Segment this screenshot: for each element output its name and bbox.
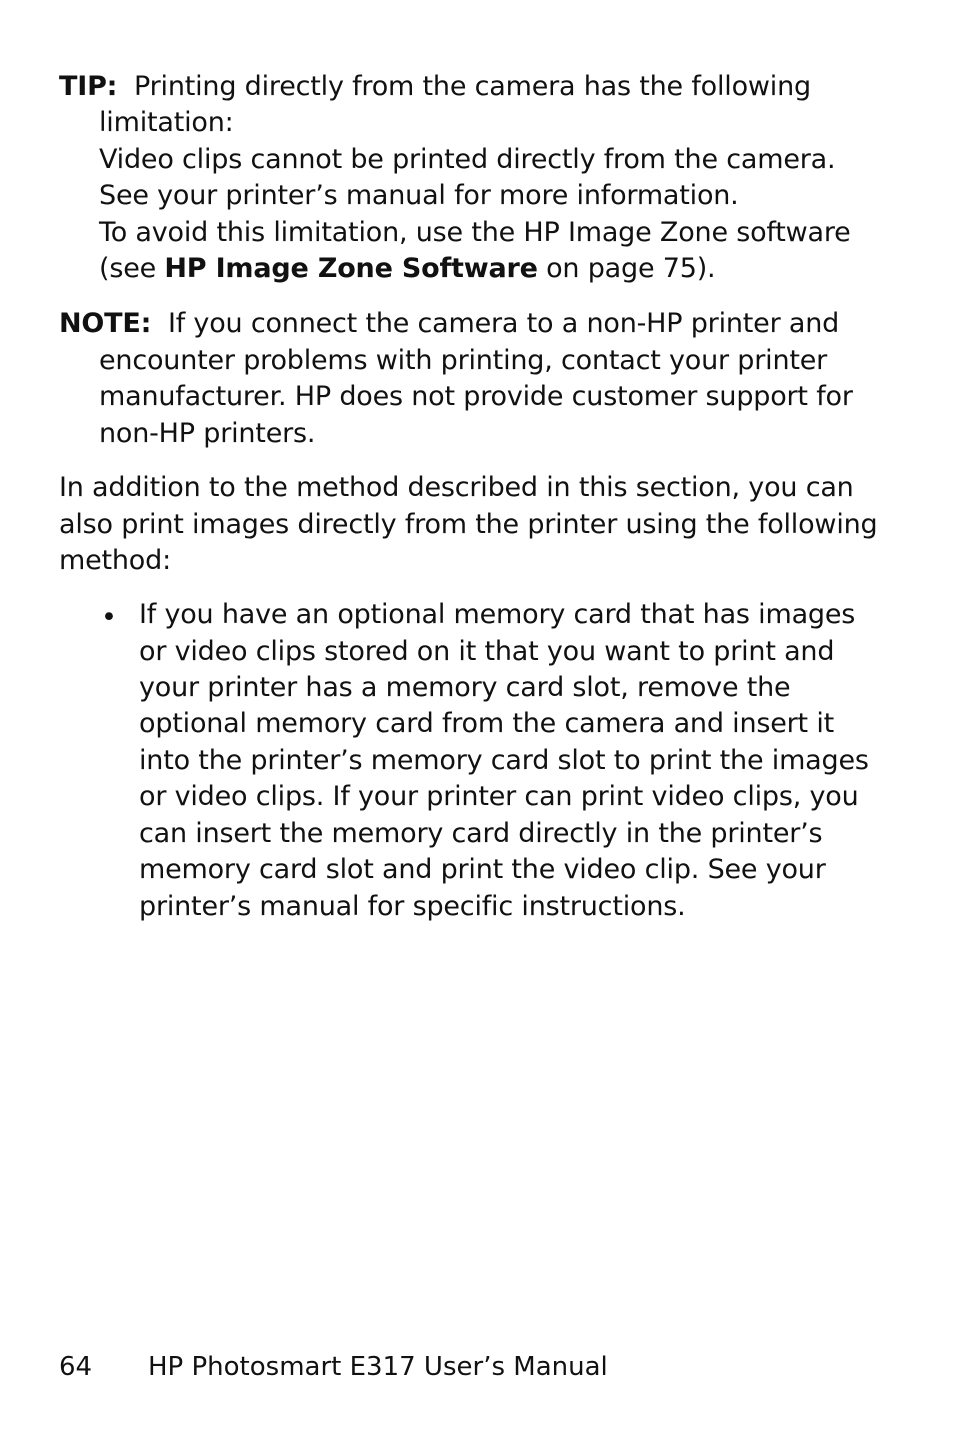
page-number: 64 [59, 1352, 93, 1382]
bullet-line: your printer has a memory card slot, remove the [139, 672, 791, 703]
bullet-line: or video clips stored on it that you want to print and [139, 636, 835, 667]
note-line-2: encounter problems with printing, contact your printer [99, 345, 828, 376]
note-text-1: If you connect the camera to a non-HP printer and [167, 308, 840, 339]
tip-line-2: limitation: [99, 107, 234, 138]
tip-line-5: To avoid this limitation, use the HP Image Zone software [99, 217, 851, 248]
bullet-line: can insert the memory card directly in the printer’s [139, 818, 823, 849]
bullet-line: If you have an optional memory card that has images [139, 599, 856, 630]
tip-line-3: Video clips cannot be printed directly from the camera. [99, 144, 836, 175]
tip-see-prefix: (see [99, 253, 165, 284]
tip-label: TIP: [59, 71, 118, 102]
bullet-line: memory card slot and print the video clip. See your [139, 854, 826, 885]
tip-text-1: Printing directly from the camera has the following [134, 71, 811, 102]
hp-image-zone-link[interactable]: HP Image Zone Software [164, 253, 538, 284]
bullet-line: or video clips. If your printer can print video clips, you [139, 781, 859, 812]
note-line-3: manufacturer. HP does not provide customer support for [99, 381, 853, 412]
intro-line-1: In addition to the method described in this section, you can [59, 472, 854, 503]
bullet-line: printer’s manual for specific instructions. [139, 891, 686, 922]
note-label: NOTE: [59, 308, 152, 339]
tip-page-ref: on page 75). [537, 253, 716, 284]
bullet-line: optional memory card from the camera and insert it [139, 708, 835, 739]
tip-line-1 [59, 69, 811, 106]
intro-line-2: also print images directly from the printer using the following [59, 509, 878, 540]
tip-line-4: See your printer’s manual for more information. [99, 180, 739, 211]
note-line-1 [59, 306, 839, 343]
manual-title: HP Photosmart E317 User’s Manual [148, 1352, 608, 1382]
tip-line-6 [99, 251, 715, 288]
note-line-4: non-HP printers. [99, 418, 316, 449]
bullet-line: into the printer’s memory card slot to print the images [139, 745, 869, 776]
intro-line-3: method: [59, 545, 171, 576]
bullet-marker: • [101, 602, 117, 633]
